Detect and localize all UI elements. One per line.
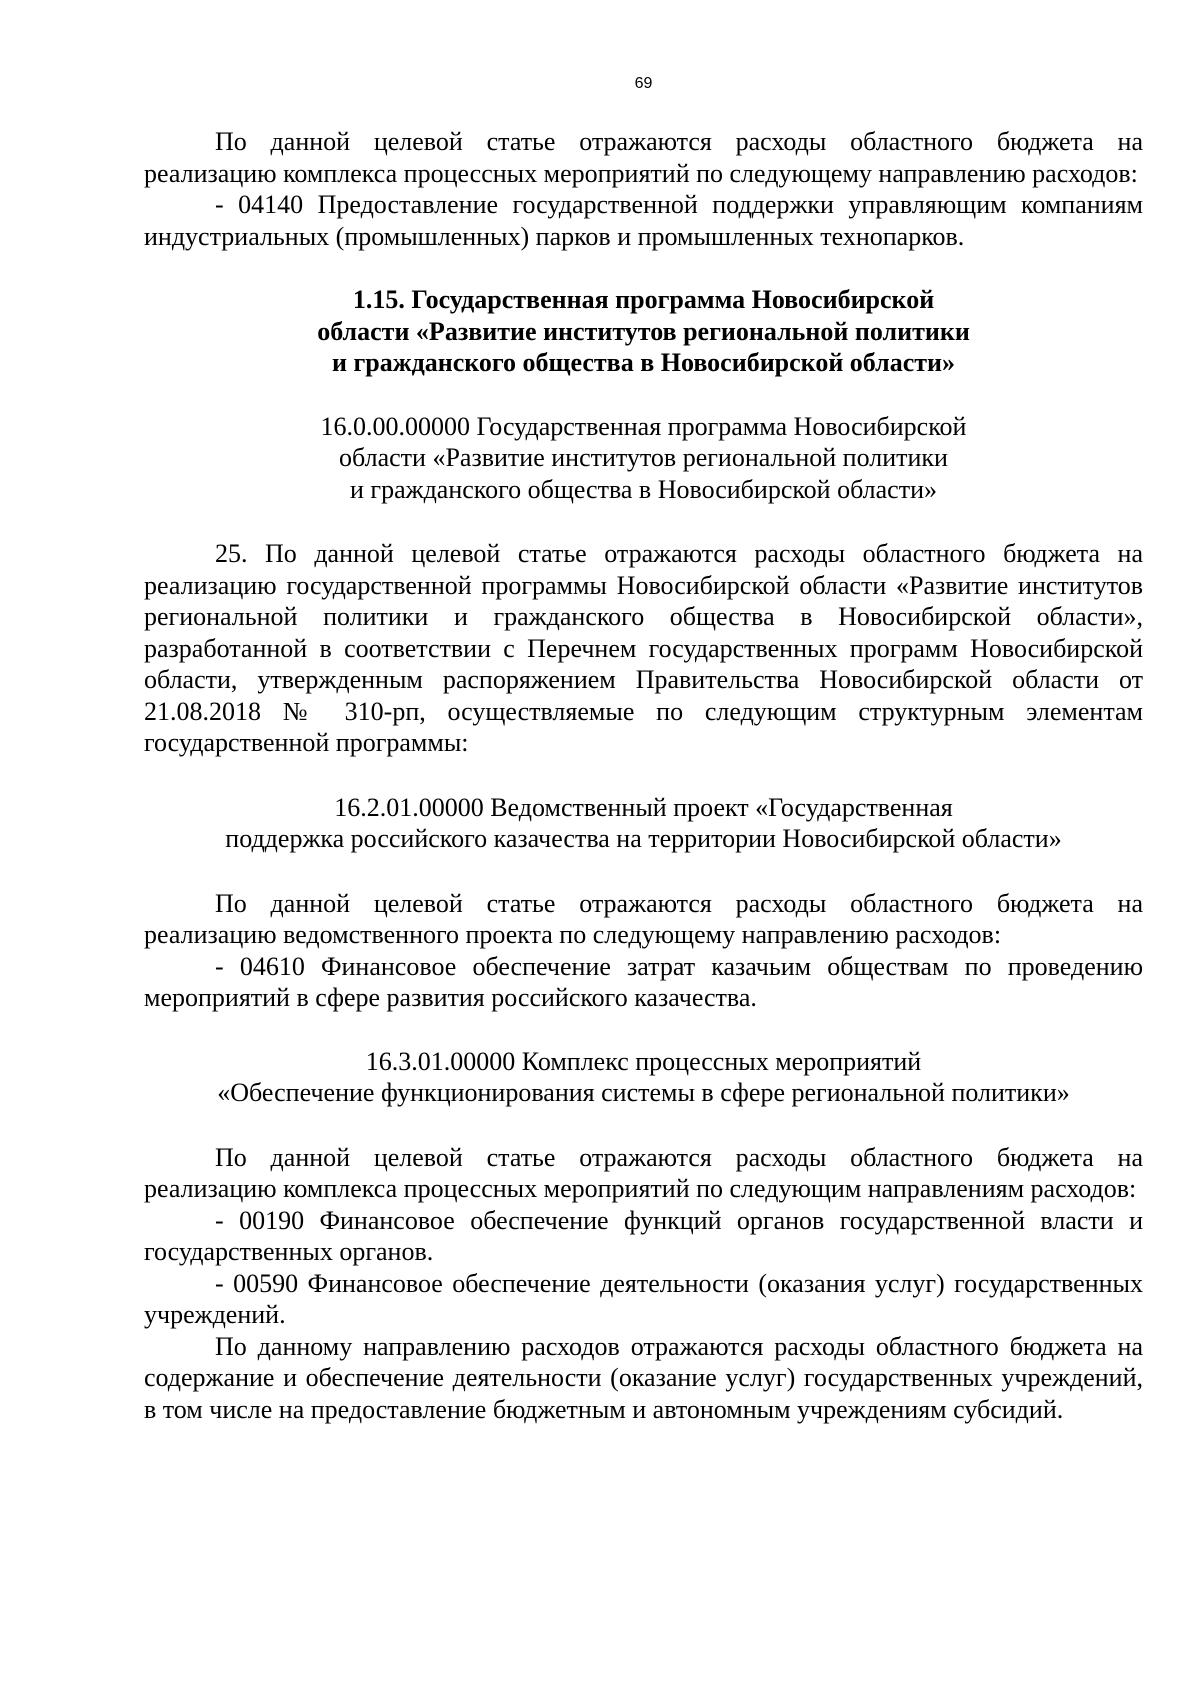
expense-note-paragraph: По данному направлению расходов отражаются расходы областного бюджета на содержание и обеспечение деятельности (оказание услуг) государственных учреждений, в том числе на предоставление бюджетным и автономным учреждениям субсидий. bbox=[144, 1331, 1143, 1424]
program-code-line: 16.0.00.00000 Государственная программа Новосибирской bbox=[320, 411, 967, 441]
section-heading-line: и гражданского общества в Новосибирской области» bbox=[331, 348, 956, 377]
expense-item-00590: - 00590 Финансовое обеспечение деятельности (оказания услуг) государственных учреждений. bbox=[144, 1268, 1143, 1329]
program-code-line: области «Развитие институтов региональной политики bbox=[339, 443, 948, 472]
page-content bbox=[144, 126, 1143, 1425]
project-description-paragraph: По данной целевой статье отражаются расходы областного бюджета на реализацию ведомственного проекта по следующему направлению расходов: bbox=[144, 888, 1143, 949]
complex-code-heading bbox=[144, 1046, 1143, 1109]
project-code-line: 16.2.01.00000 Ведомственный проект «Государственная bbox=[334, 792, 953, 822]
expense-item-04610: - 04610 Финансовое обеспечение затрат казачьим обществам по проведению мероприятий в сфере развития российского казачества. bbox=[144, 951, 1143, 1012]
intro-paragraph: По данной целевой статье отражаются расходы областного бюджета на реализацию комплекса процессных мероприятий по следующему направлению расходов: bbox=[144, 127, 1143, 188]
expense-item-00190: - 00190 Финансовое обеспечение функций органов государственной власти и государственных органов. bbox=[144, 1205, 1143, 1266]
project-code-heading bbox=[144, 792, 1143, 855]
complex-code-line: 16.3.01.00000 Комплекс процессных мероприятий bbox=[365, 1046, 922, 1076]
complex-description-paragraph: По данной целевой статье отражаются расходы областного бюджета на реализацию комплекса процессных мероприятий по следующим направлениям расходов: bbox=[144, 1142, 1143, 1203]
program-code-line: и гражданского общества в Новосибирской области» bbox=[349, 474, 938, 504]
section-heading-line: области «Развитие институтов региональной политики bbox=[317, 316, 970, 346]
expense-item-04140: - 04140 Предоставление государственной поддержки управляющим компаниям индустриальных (промышленных) парков и промышленных технопарков. bbox=[144, 190, 1143, 251]
project-code-line: поддержка российского казачества на территории Новосибирской области» bbox=[225, 824, 1062, 853]
article-25-paragraph: 25. По данной целевой статье отражаются расходы областного бюджета на реализацию государственной программы Новосибирской области «Развитие институтов региональной политики и гражданского общества в Новосибирской области», разработанной в соответствии с Перечнем государственных программ Новосибирской области, утвержденным распоряжением Правительства Новосибирской области от 21.08.2018 № 310-рп, осуществляемые по следующим структурным элементам государственной программы: bbox=[144, 539, 1143, 757]
program-code-heading bbox=[144, 411, 1143, 506]
page-number: 69 bbox=[634, 75, 653, 92]
complex-code-line: «Обеспечение функционирования системы в сфере региональной политики» bbox=[217, 1078, 1070, 1107]
section-heading bbox=[144, 284, 1143, 379]
section-heading-line: 1.15. Государственная программа Новосибирской bbox=[352, 285, 935, 314]
